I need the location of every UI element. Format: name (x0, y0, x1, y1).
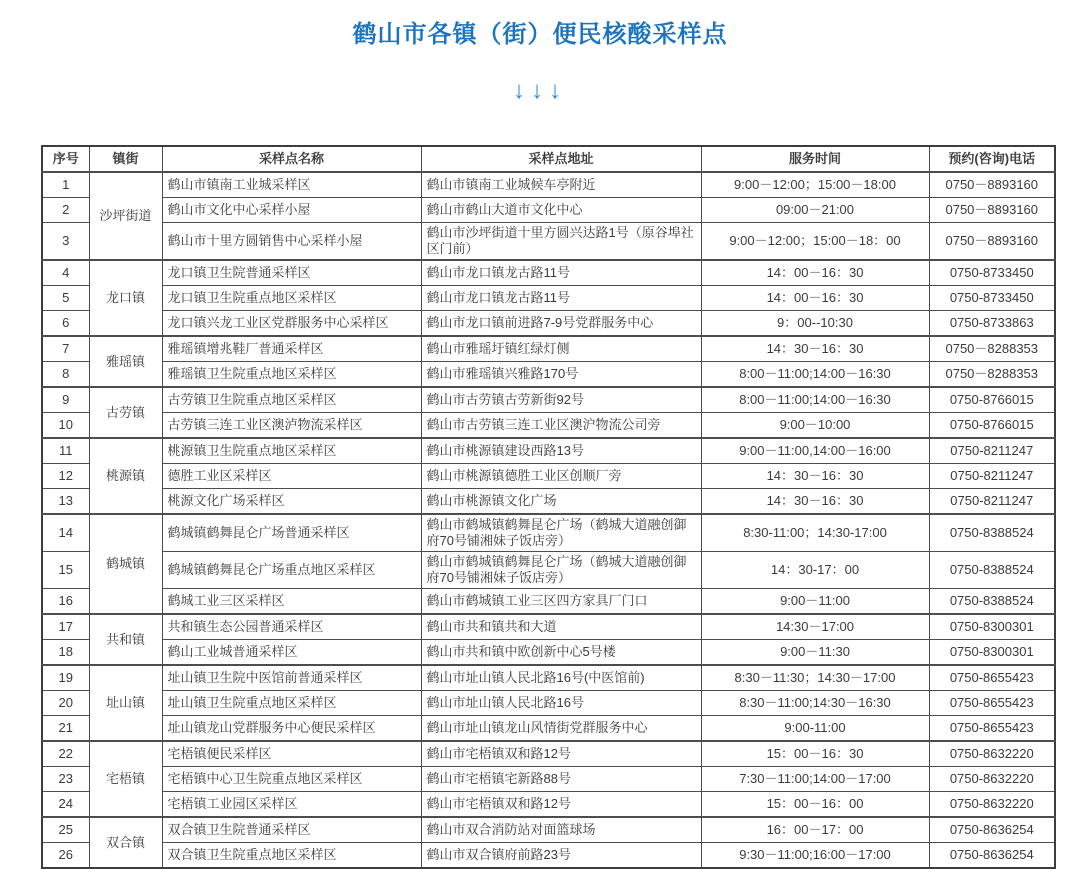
page-title: 鹤山市各镇（街）便民核酸采样点 (352, 21, 728, 48)
cell-number: 4 (42, 260, 89, 286)
cell-site-name: 鹤城工业三区采样区 (162, 589, 421, 615)
cell-address: 鹤山市桃源镇文化广场 (421, 489, 701, 515)
cell-number: 23 (42, 767, 89, 792)
cell-phone: 0750-8388524 (929, 552, 1055, 589)
table-row (42, 311, 1055, 337)
cell-number: 8 (42, 362, 89, 388)
cell-number: 16 (42, 589, 89, 615)
cell-service-time: 09:00－21:00 (701, 198, 929, 223)
cell-phone: 0750-8300301 (929, 640, 1055, 666)
cell-phone: 0750-8636254 (929, 817, 1055, 843)
cell-phone: 0750-8636254 (929, 843, 1055, 869)
table-row (42, 716, 1055, 742)
cell-site-name: 鹤山市镇南工业城采样区 (162, 172, 421, 198)
cell-phone: 0750-8388524 (929, 514, 1055, 552)
cell-service-time: 8:30－11:30；14:30－17:00 (701, 665, 929, 691)
cell-town: 共和镇 (89, 614, 162, 665)
cell-address: 鹤山市沙坪街道十里方圆兴达路1号（原谷埠社区门前） (421, 223, 701, 261)
page (0, 14, 1080, 862)
cell-phone: 0750-8632220 (929, 792, 1055, 818)
cell-phone: 0750－8288353 (929, 362, 1055, 388)
cell-site-name: 龙口镇卫生院重点地区采样区 (162, 286, 421, 311)
cell-number: 19 (42, 665, 89, 691)
table-row (42, 665, 1055, 691)
cell-number: 7 (42, 336, 89, 362)
cell-town: 鹤城镇 (89, 514, 162, 614)
table-row (42, 438, 1055, 464)
cell-site-name: 鹤城镇鹤舞昆仑广场普通采样区 (162, 514, 421, 552)
cell-number: 1 (42, 172, 89, 198)
cell-service-time: 9:00－10:00 (701, 413, 929, 439)
cell-address: 鹤山市双合镇府前路23号 (421, 843, 701, 869)
table-row (42, 589, 1055, 615)
cell-phone: 0750-8733863 (929, 311, 1055, 337)
cell-phone: 0750-8655423 (929, 691, 1055, 716)
cell-service-time: 9：00--10:30 (701, 311, 929, 337)
cell-phone: 0750－8893160 (929, 223, 1055, 261)
cell-service-time: 14：00－16：30 (701, 260, 929, 286)
cell-site-name: 鹤山市十里方圆销售中心采样小屋 (162, 223, 421, 261)
cell-service-time: 9:00－12:00；15:00－18：00 (701, 223, 929, 261)
column-header-time: 服务时间 (701, 146, 929, 172)
table-row (42, 336, 1055, 362)
cell-phone: 0750-8766015 (929, 413, 1055, 439)
cell-address: 鹤山市宅梧镇宅新路88号 (421, 767, 701, 792)
cell-address: 鹤山市双合消防站对面篮球场 (421, 817, 701, 843)
cell-site-name: 址山镇卫生院中医馆前普通采样区 (162, 665, 421, 691)
cell-address: 鹤山市鹤城镇鹤舞昆仑广场（鹤城大道融创御府70号铺湘妹子饭店旁） (421, 514, 701, 552)
cell-site-name: 址山镇龙山党群服务中心便民采样区 (162, 716, 421, 742)
cell-service-time: 8:00－11:00;14:00－16:30 (701, 362, 929, 388)
cell-site-name: 鹤城镇鹤舞昆仑广场重点地区采样区 (162, 552, 421, 589)
table-row (42, 489, 1055, 515)
cell-service-time: 9:00－11:30 (701, 640, 929, 666)
cell-address: 鹤山市龙口镇前进路7-9号党群服务中心 (421, 311, 701, 337)
cell-service-time: 8:00－11:00;14:00－16:30 (701, 387, 929, 413)
cell-service-time: 14：30－16：30 (701, 489, 929, 515)
cell-number: 13 (42, 489, 89, 515)
cell-phone: 0750-8655423 (929, 665, 1055, 691)
cell-phone: 0750-8388524 (929, 589, 1055, 615)
cell-town: 沙坪街道 (89, 172, 162, 260)
column-header-address: 采样点地址 (421, 146, 701, 172)
table-row (42, 172, 1055, 198)
cell-number: 15 (42, 552, 89, 589)
cell-number: 22 (42, 741, 89, 767)
cell-address: 鹤山市古劳镇古劳新街92号 (421, 387, 701, 413)
table-row (42, 387, 1055, 413)
cell-phone: 0750-8632220 (929, 741, 1055, 767)
cell-number: 26 (42, 843, 89, 869)
cell-number: 24 (42, 792, 89, 818)
cell-number: 18 (42, 640, 89, 666)
table-body (42, 172, 1055, 868)
cell-site-name: 龙口镇卫生院普通采样区 (162, 260, 421, 286)
cell-site-name: 雅瑶镇卫生院重点地区采样区 (162, 362, 421, 388)
cell-number: 3 (42, 223, 89, 261)
cell-address: 鹤山市镇南工业城候车亭附近 (421, 172, 701, 198)
cell-site-name: 鹤山市文化中心采样小屋 (162, 198, 421, 223)
cell-phone: 0750-8211247 (929, 489, 1055, 515)
table-row (42, 817, 1055, 843)
cell-address: 鹤山市鹤城镇鹤舞昆仑广场（鹤城大道融创御府70号铺湘妹子饭店旁） (421, 552, 701, 589)
cell-number: 20 (42, 691, 89, 716)
cell-service-time: 8:30-11:00；14:30-17:00 (701, 514, 929, 552)
cell-phone: 0750－8893160 (929, 172, 1055, 198)
cell-town: 桃源镇 (89, 438, 162, 514)
table-row (42, 464, 1055, 489)
cell-service-time: 8:30－11:00;14:30－16:30 (701, 691, 929, 716)
cell-town: 宅梧镇 (89, 741, 162, 817)
cell-address: 鹤山市址山镇人民北路16号(中医馆前) (421, 665, 701, 691)
table-row (42, 767, 1055, 792)
cell-site-name: 桃源文化广场采样区 (162, 489, 421, 515)
cell-number: 9 (42, 387, 89, 413)
cell-site-name: 双合镇卫生院重点地区采样区 (162, 843, 421, 869)
cell-address: 鹤山市龙口镇龙古路11号 (421, 286, 701, 311)
cell-number: 21 (42, 716, 89, 742)
cell-service-time: 14：30－16：30 (701, 336, 929, 362)
cell-service-time: 14：30－16：30 (701, 464, 929, 489)
table-header-row (42, 146, 1055, 172)
table-row (42, 223, 1055, 261)
cell-number: 25 (42, 817, 89, 843)
cell-address: 鹤山市鹤城镇工业三区四方家具厂门口 (421, 589, 701, 615)
column-header-town: 镇街 (89, 146, 162, 172)
table-row (42, 260, 1055, 286)
cell-service-time: 14：00－16：30 (701, 286, 929, 311)
cell-number: 2 (42, 198, 89, 223)
cell-address: 鹤山市宅梧镇双和路12号 (421, 792, 701, 818)
cell-address: 鹤山市雅瑶镇兴雅路170号 (421, 362, 701, 388)
cell-phone: 0750-8632220 (929, 767, 1055, 792)
cell-town: 雅瑶镇 (89, 336, 162, 387)
cell-service-time: 15：00－16：00 (701, 792, 929, 818)
cell-site-name: 双合镇卫生院普通采样区 (162, 817, 421, 843)
cell-site-name: 古劳镇三连工业区澳泸物流采样区 (162, 413, 421, 439)
table-row (42, 792, 1055, 818)
down-arrows-icon: ↓↓↓ (513, 77, 567, 104)
cell-number: 17 (42, 614, 89, 640)
cell-site-name: 德胜工业区采样区 (162, 464, 421, 489)
cell-service-time: 7:30－11:00;14:00－17:00 (701, 767, 929, 792)
cell-town: 古劳镇 (89, 387, 162, 438)
cell-site-name: 雅瑶镇增兆鞋厂普通采样区 (162, 336, 421, 362)
table-row (42, 741, 1055, 767)
cell-town: 址山镇 (89, 665, 162, 741)
column-header-number: 序号 (42, 146, 89, 172)
cell-address: 鹤山市宅梧镇双和路12号 (421, 741, 701, 767)
cell-address: 鹤山市桃源镇德胜工业区创顺厂旁 (421, 464, 701, 489)
table-row (42, 843, 1055, 869)
cell-site-name: 龙口镇兴龙工业区党群服务中心采样区 (162, 311, 421, 337)
cell-address: 鹤山市雅瑶圩镇红绿灯侧 (421, 336, 701, 362)
cell-site-name: 宅梧镇中心卫生院重点地区采样区 (162, 767, 421, 792)
cell-service-time: 9:00－11:00,14:00－16:00 (701, 438, 929, 464)
table-row (42, 198, 1055, 223)
table-row (42, 286, 1055, 311)
table-row (42, 514, 1055, 552)
cell-phone: 0750－8288353 (929, 336, 1055, 362)
cell-service-time: 14:30－17:00 (701, 614, 929, 640)
cell-address: 鹤山市共和镇中欧创新中心5号楼 (421, 640, 701, 666)
cell-site-name: 桃源镇卫生院重点地区采样区 (162, 438, 421, 464)
cell-phone: 0750-8766015 (929, 387, 1055, 413)
table-row (42, 413, 1055, 439)
cell-phone: 0750-8211247 (929, 438, 1055, 464)
cell-number: 6 (42, 311, 89, 337)
cell-phone: 0750-8655423 (929, 716, 1055, 742)
cell-number: 12 (42, 464, 89, 489)
table-row (42, 691, 1055, 716)
cell-service-time: 9:00-11:00 (701, 716, 929, 742)
cell-number: 10 (42, 413, 89, 439)
cell-site-name: 鹤山工业城普通采样区 (162, 640, 421, 666)
table-row (42, 362, 1055, 388)
cell-service-time: 14：30-17：00 (701, 552, 929, 589)
cell-service-time: 9:00－11:00 (701, 589, 929, 615)
cell-address: 鹤山市桃源镇建设西路13号 (421, 438, 701, 464)
cell-site-name: 宅梧镇工业园区采样区 (162, 792, 421, 818)
cell-number: 14 (42, 514, 89, 552)
cell-address: 鹤山市址山镇龙山风情街党群服务中心 (421, 716, 701, 742)
cell-phone: 0750-8733450 (929, 260, 1055, 286)
table-row (42, 552, 1055, 589)
cell-town: 龙口镇 (89, 260, 162, 336)
cell-address: 鹤山市鹤山大道市文化中心 (421, 198, 701, 223)
cell-service-time: 9:30－11:00;16:00－17:00 (701, 843, 929, 869)
cell-service-time: 15：00－16：30 (701, 741, 929, 767)
cell-town: 双合镇 (89, 817, 162, 868)
cell-site-name: 共和镇生态公园普通采样区 (162, 614, 421, 640)
cell-number: 5 (42, 286, 89, 311)
cell-phone: 0750-8300301 (929, 614, 1055, 640)
column-header-name: 采样点名称 (162, 146, 421, 172)
table-row (42, 640, 1055, 666)
cell-address: 鹤山市龙口镇龙古路11号 (421, 260, 701, 286)
cell-number: 11 (42, 438, 89, 464)
cell-phone: 0750-8211247 (929, 464, 1055, 489)
table-row (42, 614, 1055, 640)
cell-site-name: 宅梧镇便民采样区 (162, 741, 421, 767)
cell-site-name: 址山镇卫生院重点地区采样区 (162, 691, 421, 716)
cell-service-time: 9:00－12:00；15:00－18:00 (701, 172, 929, 198)
cell-phone: 0750-8733450 (929, 286, 1055, 311)
cell-address: 鹤山市共和镇共和大道 (421, 614, 701, 640)
cell-service-time: 16：00－17：00 (701, 817, 929, 843)
sampling-points-table (41, 145, 1056, 869)
column-header-phone: 预约(咨询)电话 (929, 146, 1055, 172)
cell-site-name: 古劳镇卫生院重点地区采样区 (162, 387, 421, 413)
cell-address: 鹤山市址山镇人民北路16号 (421, 691, 701, 716)
cell-phone: 0750－8893160 (929, 198, 1055, 223)
cell-address: 鹤山市古劳镇三连工业区澳沪物流公司旁 (421, 413, 701, 439)
